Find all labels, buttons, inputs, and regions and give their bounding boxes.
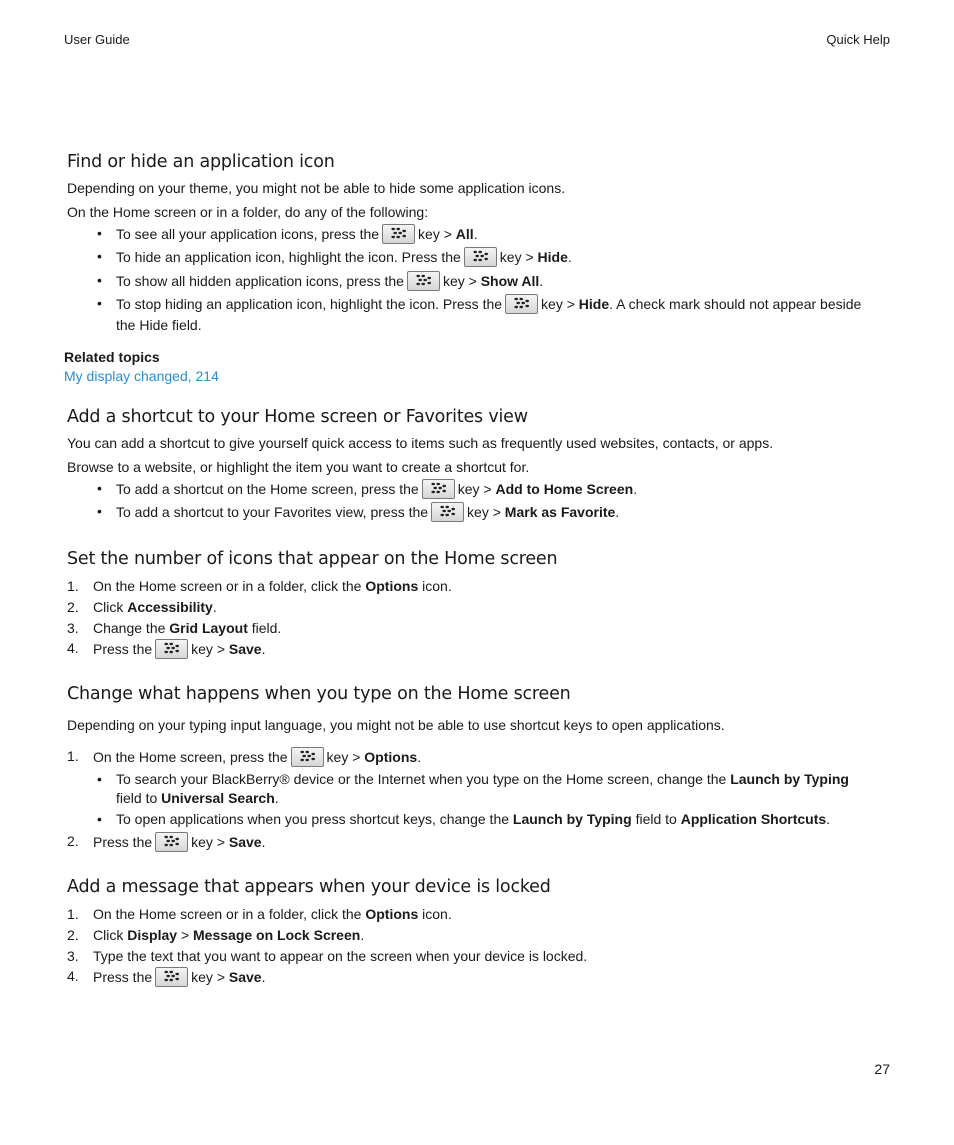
list-item: To show all hidden application icons, press the key > Show All .: [116, 273, 544, 289]
step-text: Click Accessibility .: [93, 599, 217, 615]
section-title: Set the number of icons that appear on the Home screen: [67, 549, 558, 569]
blackberry-logo-glyph: [440, 505, 455, 518]
glyph-dot: [300, 759, 304, 761]
blackberry-menu-key-icon: [431, 502, 464, 522]
glyph-dot: [431, 483, 435, 485]
glyph-dot: [305, 751, 309, 753]
glyph-dot: [165, 971, 169, 973]
glyph-dot: [484, 253, 488, 255]
glyph-dot: [165, 979, 169, 981]
glyph-dot: [393, 232, 397, 234]
glyph-dot: [300, 751, 304, 753]
glyph-dot: [391, 236, 395, 238]
blackberry-menu-key-icon: [291, 747, 324, 767]
bullet: •: [97, 811, 102, 827]
blackberry-logo-glyph: [391, 227, 406, 240]
glyph-dot: [445, 506, 449, 508]
step-number: 1.: [67, 906, 79, 922]
glyph-dot: [436, 491, 440, 493]
glyph-dot: [421, 275, 425, 277]
blackberry-menu-key-icon: [155, 832, 188, 852]
list-item: To hide an application icon, highlight the icon. Press the key > Hide .: [116, 249, 572, 265]
step-number: 2.: [67, 599, 79, 615]
glyph-dot: [172, 975, 176, 977]
section-title: Find or hide an application icon: [67, 152, 335, 172]
list-item-continued: the Hide field.: [116, 317, 202, 333]
glyph-dot: [165, 643, 169, 645]
blackberry-menu-key-icon: [464, 247, 497, 267]
glyph-dot: [421, 283, 425, 285]
glyph-dot: [514, 298, 518, 300]
glyph-dot: [433, 487, 437, 489]
glyph-dot: [176, 650, 180, 652]
bullet: •: [97, 480, 102, 496]
list-item: To search your BlackBerry® device or the Internet when you type on the Home screen, change the Launch by Typing: [116, 771, 849, 787]
list-item: To see all your application icons, press the key > All .: [116, 226, 478, 242]
section-title: Change what happens when you type on the Home screen: [67, 684, 571, 704]
bullet: •: [97, 225, 102, 241]
glyph-dot: [176, 838, 180, 840]
glyph-dot: [172, 647, 176, 649]
glyph-dot: [516, 302, 520, 304]
glyph-dot: [167, 840, 171, 842]
glyph-dot: [176, 978, 180, 980]
step-number: 3.: [67, 948, 79, 964]
section-title: Add a message that appears when your device is locked: [67, 877, 551, 897]
step-text: Type the text that you want to appear on the screen when your device is locked.: [93, 948, 588, 964]
blackberry-logo-glyph: [164, 970, 179, 983]
glyph-dot: [519, 306, 523, 308]
step-number: 4.: [67, 640, 79, 656]
related-topics-heading: Related topics: [64, 349, 160, 365]
glyph-dot: [396, 228, 400, 230]
blackberry-logo-glyph: [473, 250, 488, 263]
blackberry-menu-key-icon: [505, 294, 538, 314]
glyph-dot: [484, 258, 488, 260]
blackberry-logo-glyph: [164, 835, 179, 848]
glyph-dot: [170, 836, 174, 838]
bullet: •: [97, 503, 102, 519]
glyph-dot: [167, 647, 171, 649]
step-text: Click Display > Message on Lock Screen .: [93, 927, 365, 943]
list-item: To add a shortcut on the Home screen, press the key > Add to Home Screen .: [116, 481, 638, 497]
step-text: On the Home screen, press the key > Options .: [93, 749, 422, 765]
glyph-dot: [427, 277, 431, 279]
list-item-continued: field to Universal Search .: [116, 790, 279, 806]
glyph-dot: [436, 483, 440, 485]
list-item: To add a shortcut to your Favorites view, press the key > Mark as Favorite .: [116, 504, 620, 520]
bullet: •: [97, 295, 102, 311]
section-title: Add a shortcut to your Home screen or Favorites view: [67, 407, 528, 427]
glyph-dot: [423, 279, 427, 281]
step-number: 4.: [67, 968, 79, 984]
blackberry-logo-glyph: [300, 750, 315, 763]
header-right: Quick Help: [826, 32, 890, 47]
blackberry-logo-glyph: [416, 274, 431, 287]
glyph-dot: [170, 844, 174, 846]
step-number: 1.: [67, 578, 79, 594]
glyph-dot: [307, 755, 311, 757]
glyph-dot: [165, 651, 169, 653]
blackberry-menu-key-icon: [407, 271, 440, 291]
glyph-dot: [398, 232, 402, 234]
step-number: 2.: [67, 927, 79, 943]
step-number: 3.: [67, 620, 79, 636]
blackberry-menu-key-icon: [422, 479, 455, 499]
step-text: Press the key > Save .: [93, 641, 266, 657]
glyph-dot: [176, 973, 180, 975]
page-number: 27: [874, 1061, 890, 1077]
glyph-dot: [396, 236, 400, 238]
glyph-dot: [478, 259, 482, 261]
glyph-dot: [172, 840, 176, 842]
blackberry-menu-key-icon: [155, 639, 188, 659]
step-number: 1.: [67, 748, 79, 764]
glyph-dot: [473, 259, 477, 261]
glyph-dot: [521, 302, 525, 304]
glyph-dot: [519, 298, 523, 300]
glyph-dot: [176, 843, 180, 845]
glyph-dot: [170, 651, 174, 653]
paragraph: Browse to a website, or highlight the item you want to create a shortcut for.: [67, 459, 530, 475]
blackberry-logo-glyph: [164, 642, 179, 655]
glyph-dot: [525, 305, 529, 307]
glyph-dot: [402, 235, 406, 237]
glyph-dot: [305, 759, 309, 761]
step-text: On the Home screen or in a folder, click the Options icon.: [93, 906, 452, 922]
paragraph: Depending on your typing input language, you might not be able to use shortcut keys to open applications.: [67, 717, 725, 733]
blackberry-menu-key-icon: [382, 224, 415, 244]
glyph-dot: [525, 300, 529, 302]
glyph-dot: [418, 279, 422, 281]
glyph-dot: [165, 836, 169, 838]
step-text: Press the key > Save .: [93, 834, 266, 850]
glyph-dot: [170, 979, 174, 981]
bullet: •: [97, 248, 102, 264]
glyph-dot: [442, 510, 446, 512]
glyph-dot: [451, 513, 455, 515]
glyph-dot: [445, 514, 449, 516]
glyph-dot: [442, 490, 446, 492]
glyph-dot: [427, 282, 431, 284]
glyph-dot: [478, 251, 482, 253]
glyph-dot: [475, 255, 479, 257]
glyph-dot: [473, 251, 477, 253]
step-text: On the Home screen or in a folder, click the Options icon.: [93, 578, 452, 594]
glyph-dot: [176, 645, 180, 647]
glyph-dot: [438, 487, 442, 489]
glyph-dot: [170, 971, 174, 973]
blackberry-logo-glyph: [514, 297, 529, 310]
glyph-dot: [391, 228, 395, 230]
step-text: Press the key > Save .: [93, 969, 266, 985]
blackberry-logo-glyph: [431, 482, 446, 495]
glyph-dot: [170, 643, 174, 645]
list-item: To stop hiding an application icon, highlight the icon. Press the key > Hide . A check mark should not appear beside: [116, 296, 862, 312]
glyph-dot: [311, 758, 315, 760]
paragraph: On the Home screen or in a folder, do any of the following:: [67, 204, 429, 220]
glyph-dot: [480, 255, 484, 257]
glyph-dot: [165, 844, 169, 846]
glyph-dot: [451, 508, 455, 510]
paragraph: Depending on your theme, you might not be able to hide some application icons.: [67, 180, 566, 196]
glyph-dot: [302, 755, 306, 757]
bullet: •: [97, 272, 102, 288]
glyph-dot: [416, 275, 420, 277]
glyph-dot: [431, 491, 435, 493]
glyph-dot: [447, 510, 451, 512]
glyph-dot: [442, 485, 446, 487]
glyph-dot: [311, 753, 315, 755]
glyph-dot: [402, 230, 406, 232]
bullet: •: [97, 771, 102, 787]
list-item: To open applications when you press shortcut keys, change the Launch by Typing field to Application Shortcuts .: [116, 811, 831, 827]
glyph-dot: [440, 514, 444, 516]
glyph-dot: [514, 306, 518, 308]
paragraph: You can add a shortcut to give yourself quick access to items such as frequently used websites, contacts, or apps.: [67, 435, 774, 451]
glyph-dot: [416, 283, 420, 285]
step-number: 2.: [67, 833, 79, 849]
glyph-dot: [167, 975, 171, 977]
header-left: User Guide: [64, 32, 130, 47]
related-topic-link[interactable]: My display changed, 214: [64, 368, 219, 384]
glyph-dot: [440, 506, 444, 508]
blackberry-menu-key-icon: [155, 967, 188, 987]
step-text: Change the Grid Layout field.: [93, 620, 282, 636]
